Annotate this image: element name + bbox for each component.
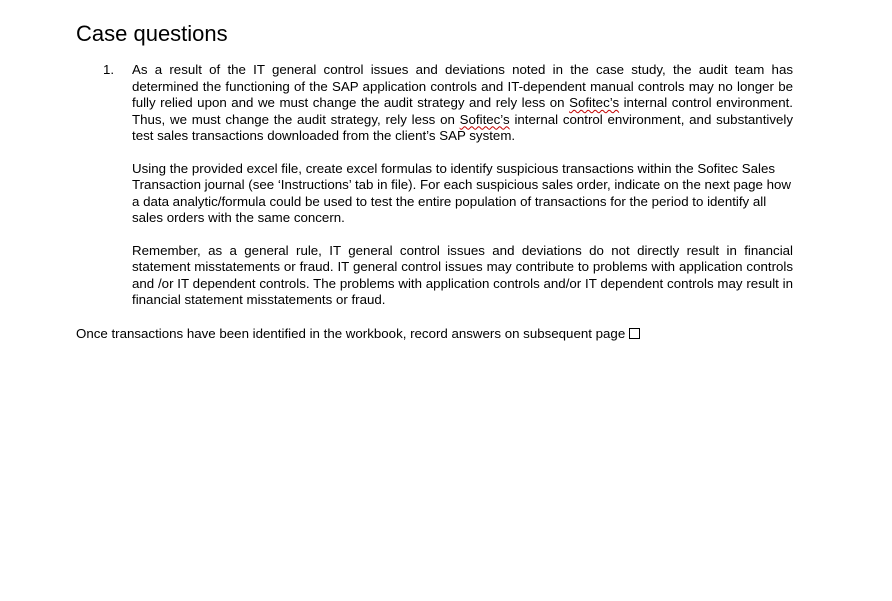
checkbox-icon: [629, 328, 640, 339]
paragraph-1-text-a: As a result of the IT general control issues and deviations noted in the case study, the audit team has determined the functioning of the SAP application controls and IT-dependent manual controls may no longer be fully relied upon and we must change the audit strategy and rely less on: [132, 62, 793, 110]
spellcheck-word-sofitec-1: Sofitec’s: [569, 95, 620, 110]
page-title: Case questions: [76, 21, 228, 46]
question-body: [132, 62, 793, 325]
question-number: 1.: [103, 62, 115, 77]
paragraph-1-text-c: internal control environment, and substantively test sales transactions downloaded from the client’s SAP system.: [132, 111, 793, 143]
paragraph-1-text-b: internal control environment. Thus, we must change the audit strategy, rely less on: [132, 95, 793, 127]
question-paragraph-2: Using the provided excel file, create excel formulas to identify suspicious transactions within the Sofitec Sales Transaction journal (see ‘Instructions’ tab in file). For each suspicious sales order, indicate on the next page how a data analytic/formula could be used to test the entire population of transactions for the period to identify all sales orders with the same concern.: [132, 160, 792, 225]
question-paragraph-1: [132, 62, 793, 145]
question-paragraph-3: Remember, as a general rule, IT general control issues and deviations do not directly result in financial statement misstatements or fraud. IT general control issues may contribute to problems with application controls and /or IT dependent controls. The problems with application controls and/or IT dependent controls may result in financial statement misstatements or fraud.: [132, 242, 793, 307]
footer-text: Once transactions have been identified in the workbook, record answers on subsequent page: [76, 326, 626, 341]
spellcheck-word-sofitec-2: Sofitec’s: [459, 111, 510, 127]
footer-instruction: [76, 326, 640, 343]
